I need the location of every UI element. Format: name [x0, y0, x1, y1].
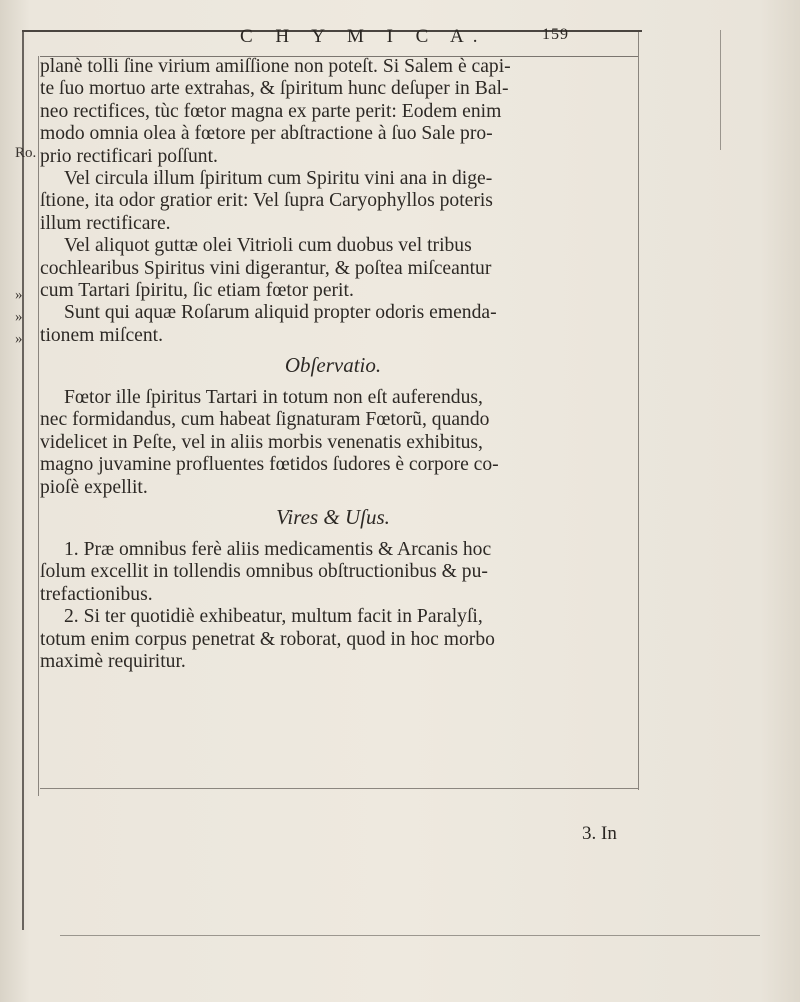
text-line: tionem miſcent.	[40, 324, 163, 346]
text-line: pioſè expellit.	[40, 476, 148, 498]
text-line: illum rectificare.	[40, 212, 171, 234]
running-header	[240, 26, 660, 54]
inner-left-rule	[38, 56, 39, 796]
text-line: cochlearibus Spiritus vini digerantur, & poſtea miſceantur	[40, 257, 492, 279]
margin-mark-ro: Ro.	[15, 145, 37, 161]
text-line: nec formidandus, cum habeat ſignaturam Fœtorũ, quando	[40, 409, 490, 431]
page-number: 159	[542, 26, 569, 43]
text-line: trefactionibus.	[40, 583, 153, 605]
text-line: Sunt qui aquæ Roſarum aliquid propter odoris emenda-	[64, 302, 497, 324]
text-line: neo rectifices, tùc fœtor magna ex parte perit: Eodem enim	[40, 100, 502, 122]
far-right-rule	[720, 30, 721, 150]
text-line: magno juvamine profluentes fœtidos ſudores è corpore co-	[40, 454, 499, 476]
text-line: Vel circula illum ſpiritum cum Spiritu vini ana in dige-	[64, 167, 493, 189]
header-title: C H Y M I C A.	[240, 26, 487, 47]
text-line: planè tolli ſine virium amiſſione non poteſt. Si Salem è capi-	[40, 56, 511, 77]
text-line: 2. Si ter quotidiè exhibeatur, multum facit in Paralyſi,	[64, 606, 483, 628]
text-line: totum enim corpus penetrat & roborat, quod in hoc morbo	[40, 628, 495, 650]
bottom-rule	[40, 788, 638, 789]
margin-mark-quote-2: »	[15, 309, 23, 325]
main-text	[40, 56, 626, 673]
text-line: modo omnia olea à fœtore per abſtractione à ſuo Sale pro-	[40, 123, 493, 145]
text-line: 1. Præ omnibus ferè aliis medicamentis & Arcanis hoc	[64, 539, 492, 561]
right-rule	[638, 30, 639, 790]
left-rule	[22, 30, 24, 930]
text-line: Fœtor ille ſpiritus Tartari in totum non eſt auferendus,	[64, 387, 483, 409]
text-line: Vel aliquot guttæ olei Vitrioli cum duobus vel tribus	[64, 235, 472, 257]
text-line: ſtione, ita odor gratior erit: Vel ſupra Caryophyllos poteris	[40, 190, 493, 212]
margin-mark-quote-1: »	[15, 287, 23, 303]
heading-observatio: Obſervatio.	[284, 354, 382, 378]
footer-rule	[60, 935, 760, 936]
text-line: maximè requiritur.	[40, 650, 186, 672]
text-line: videlicet in Peſte, vel in aliis morbis venenatis exhibitus,	[40, 431, 483, 453]
heading-vires-usus: Vires & Uſus.	[276, 506, 390, 530]
text-line: ſolum excellit in tollendis omnibus obſtructionibus & pu-	[40, 561, 488, 583]
text-line: prio rectificari poſſunt.	[40, 145, 218, 167]
text-line: te ſuo mortuo arte extrahas, & ſpiritum hunc deſuper in Bal-	[40, 78, 509, 100]
catchword: 3. In	[582, 823, 617, 844]
margin-mark-quote-3: »	[15, 331, 23, 347]
text-line: cum Tartari ſpiritu, ſic etiam fœtor perit.	[40, 279, 354, 301]
